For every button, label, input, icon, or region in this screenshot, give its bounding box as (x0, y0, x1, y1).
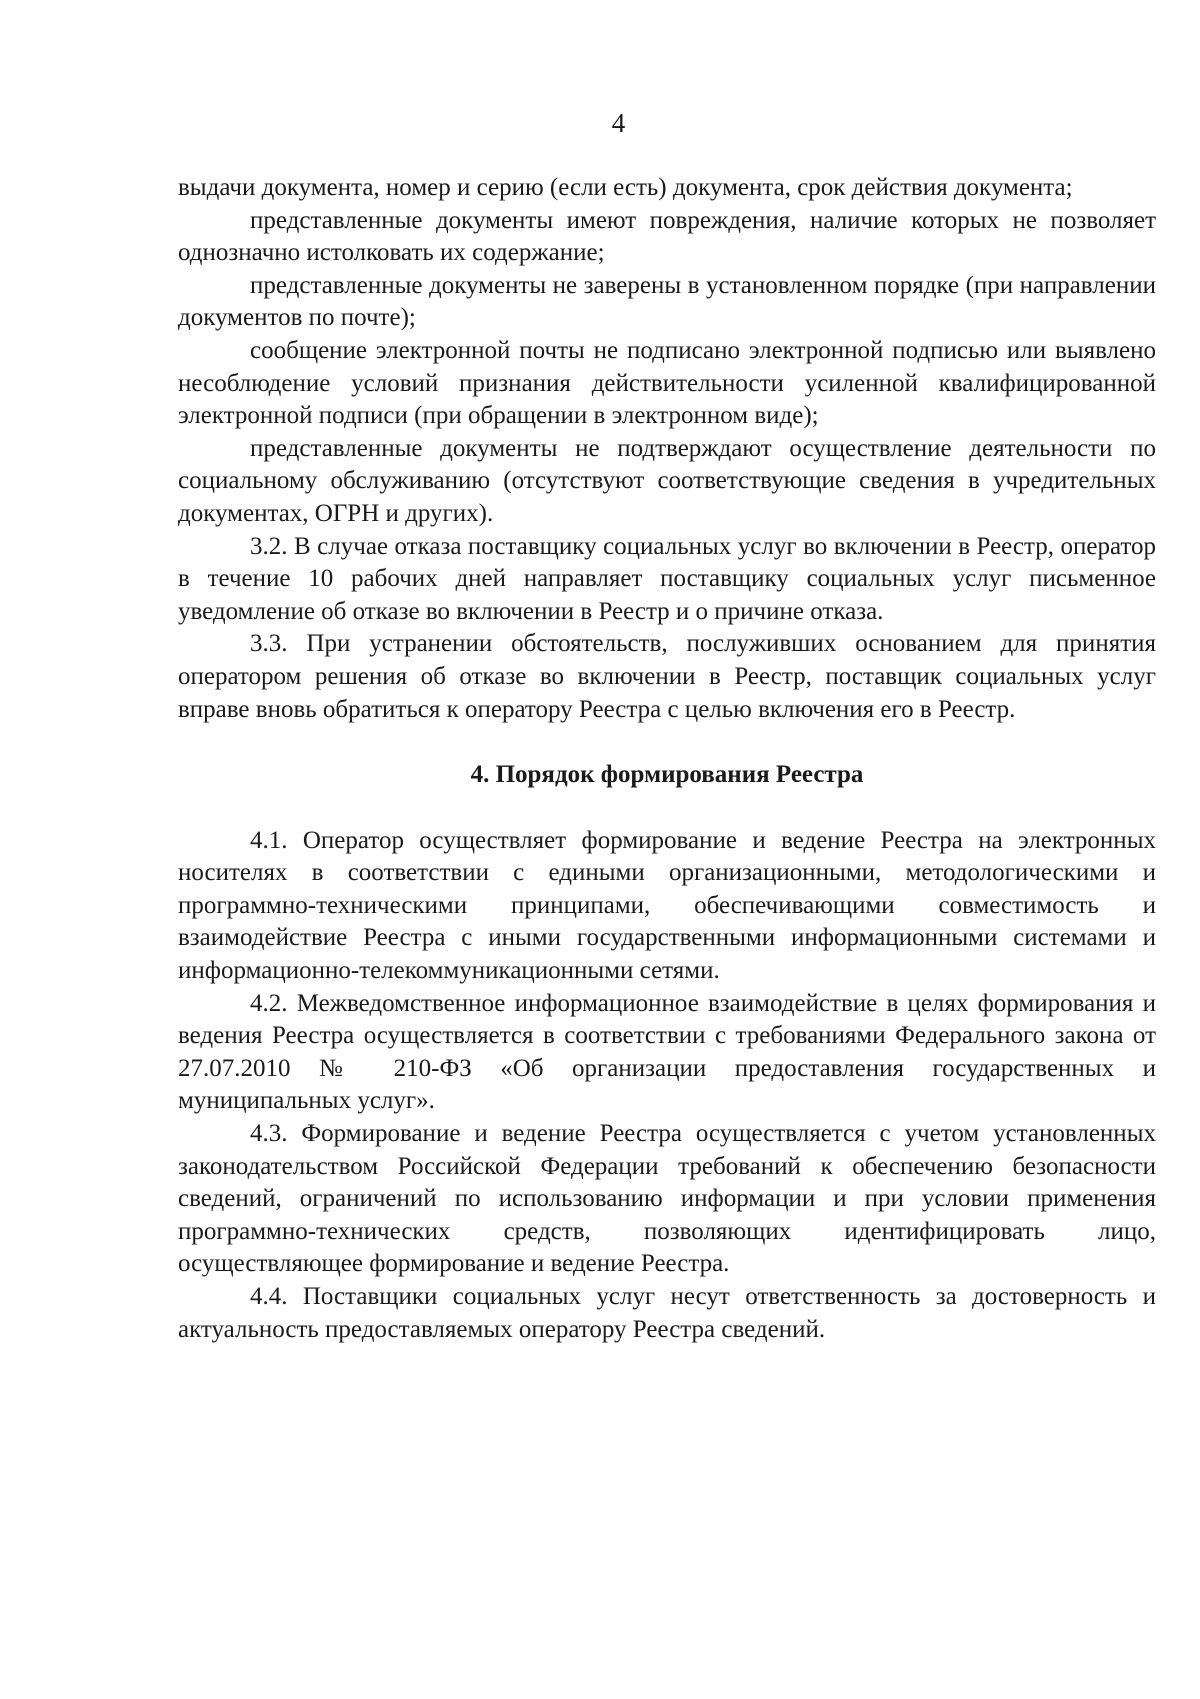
paragraph-uncertified-documents: представленные документы не заверены в установленном порядке (при направлении документов по почте); (178, 271, 1156, 332)
document-body (178, 172, 1156, 1346)
section-heading: 4. Порядок формирования Реестра (470, 761, 864, 789)
page-number: 4 (611, 108, 626, 138)
paragraph-3-3: 3.3. При устранении обстоятельств, послуживших основанием для принятия оператором решения об отказе во включении в Реестр, поставщик социальных услуг вправе вновь обратиться к оператору Реестра с целью включения его в Реестр. (178, 630, 1156, 723)
paragraph-4-4: 4.4. Поставщики социальных услуг несут ответственность за достоверность и актуальность предоставляемых оператору Реестра сведений. (178, 1283, 1156, 1343)
paragraph-4-1: 4.1. Оператор осуществляет формирование и ведение Реестра на электронных носителях в соответствии с едиными организационными, методологическими и программно-техническими принципами, обеспечивающими совместимость и взаимодействие Реестра с иными государственными информационными системами и информационно-телекоммуникационными сетями. (178, 826, 1156, 985)
paragraph-4-2: 4.2. Межведомственное информационное взаимодействие в целях формирования и ведения Реестра осуществляется в соответствии с требованиями Федерального закона от 27.07.2010 № 210-ФЗ «Об организации предоставления государственных и муниципальных услуг». (178, 989, 1156, 1115)
paragraph-4-3: 4.3. Формирование и ведение Реестра осуществляется с учетом установленных законодательством Российской Федерации требований к обеспечению безопасности сведений, ограничений по использованию информации и при условии применения программно-технических средств, позволяющих идентифицировать лицо, осуществляющее формирование и ведение Реестра. (178, 1120, 1156, 1278)
paragraph-activity-not-confirmed: представленные документы не подтверждают осуществление деятельности по социальному обслуживанию (отсутствуют соответствующие сведения в учредительных документах, ОГРН и других). (178, 434, 1156, 527)
paragraph-damaged-documents: представленные документы имеют повреждения, наличие которых не позволяет однозначно истолковать их содержание; (178, 206, 1156, 267)
paragraph-doc-details-end: выдачи документа, номер и серию (если есть) документа, срок действия документа; (178, 174, 1073, 201)
paragraph-3-2: 3.2. В случае отказа поставщику социальных услуг во включении в Реестр, оператор в течение 10 рабочих дней направляет поставщику социальных услуг письменное уведомление об отказе во включении в Реестр и о причине отказа. (178, 532, 1156, 625)
paragraph-unsigned-email: сообщение электронной почты не подписано электронной подписью или выявлено несоблюдение условий признания действительности усиленной квалифицированной электронной подписи (при обращении в электронном виде); (178, 336, 1156, 430)
